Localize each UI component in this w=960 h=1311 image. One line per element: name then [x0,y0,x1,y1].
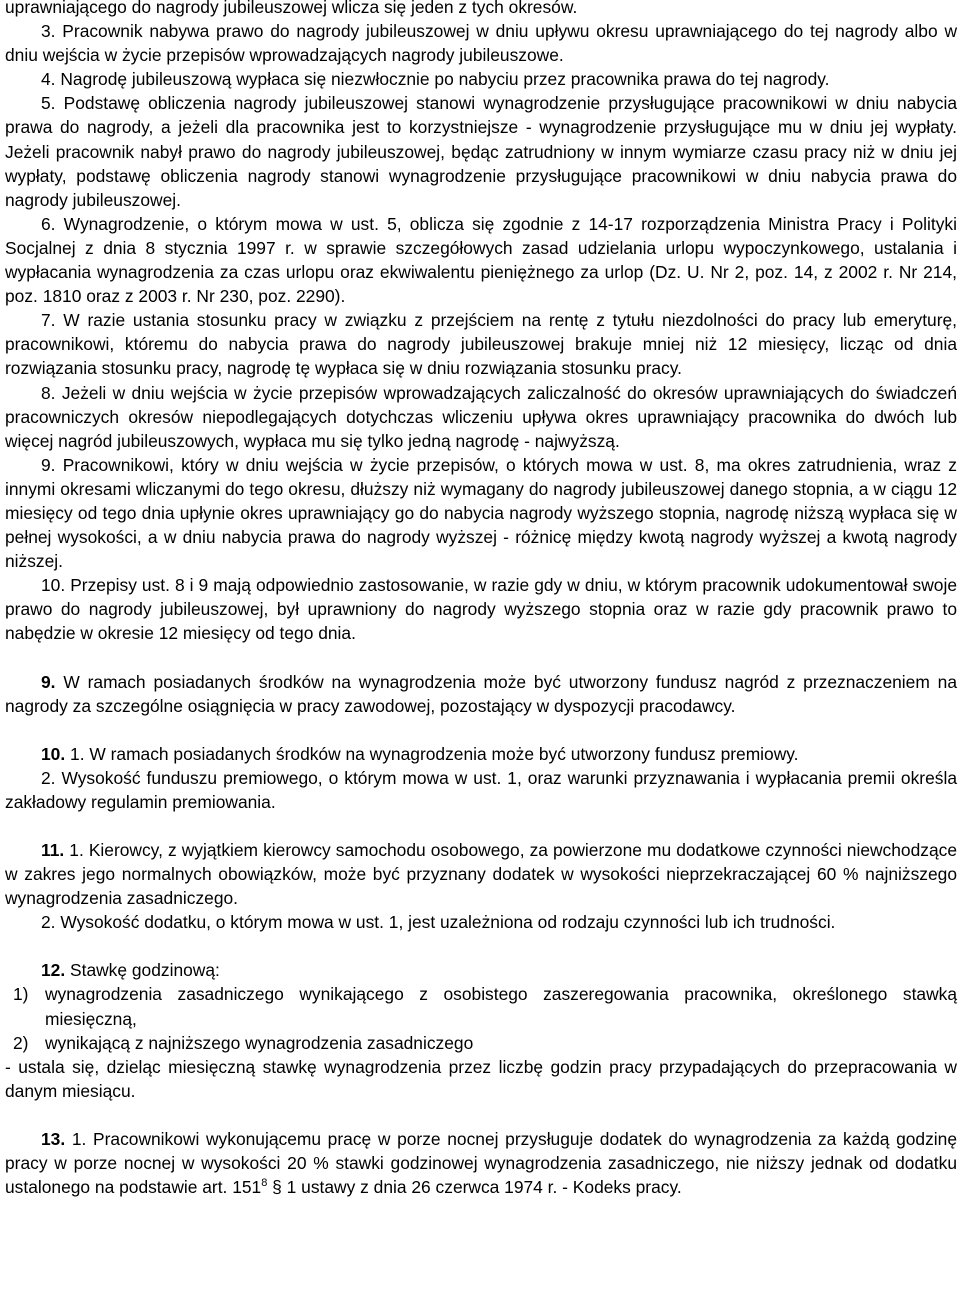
paragraph-8: 8. Jeżeli w dniu wejścia w życie przepisów wprowadzających zaliczalność do okresów uprawniających do świadczeń pracowniczych okresów niepodlegających dotychczas wliczeniu upływa okres uprawniający pracownika do dwóch lub więcej nagród jubileuszowych, wypłaca mu się tylko jedną nagrodę - najwyższą. [5,382,957,451]
paragraph-5: 5. Podstawę obliczenia nagrody jubileuszowej stanowi wynagrodzenie przysługujące pracownikowi w dniu nabycia prawa do nagrody, a jeżeli dla pracownika jest to korzystniejsze - wynagrodzenie przysługujące mu w dniu jej wypłaty. Jeżeli pracownik nabył prawo do nagrody jubileuszowej, będąc zatrudniony w innym wymiarze czasu pracy niż w dniu jej wypłaty, podstawę obliczenia nagrody stanowi wynagrodzenie przysługujące pracownikowi w dniu nabycia prawa do nagrody jubileuszowej. [5,93,957,210]
paragraph-7: 7. W razie ustania stosunku pracy w związku z przejściem na rentę z tytułu niezdolności do pracy lub emeryturę, pracownikowi, któremu do nabycia prawa do nagrody jubileuszowej brakuje mniej niż 12 miesięcy, licząc od dnia rozwiązania stosunku pracy, nagrodę tę wypłaca się w dniu rozwiązania stosunku pracy. [5,310,957,379]
section-12-intro-text: Stawkę godzinową: [65,960,220,981]
section-11-point-1 [5,838,957,910]
section-12-intro [5,958,957,982]
paragraph-4: 4. Nagrodę jubileuszową wypłaca się niezwłocznie po nabyciu przez pracownika prawa do tej nagrody. [41,69,830,90]
section-9 [5,670,957,718]
section-13-point-1 [5,1127,957,1199]
paragraph-9: 9. Pracownikowi, który w dniu wejścia w życie przepisów, o których mowa w ust. 8, ma okres zatrudnienia, wraz z innymi okresami wliczanymi do tego okresu, dłuższy niż wymagany do nagrody jubileuszowej danego stopnia, a w ciągu 12 miesięcy od tego dnia upłynie okres uprawniający go do nabycia nagrody wyższego stopnia, nagrodę niższą wypłaca się w pełnej wysokości, a w dniu nabycia prawa do nagrody wyższej - różnicę między kwotą nagrody wyższej a kwotą nagrody niższej. [5,454,957,572]
section-9-number: 9. [41,671,56,692]
list-item-text: wynikającą z najniższego wynagrodzenia zasadniczego [45,1032,474,1053]
section-12-number: 12. [41,960,66,981]
paragraph-10: 10. Przepisy ust. 8 i 9 mają odpowiednio zastosowanie, w razie gdy w dniu, w którym pracownik udokumentował swoje prawo do nagrody jubileuszowej, był uprawniony do nagrody wyższego stopnia oraz w razie gdy pracownik prawo to nabędzie w okresie 12 miesięcy od tego dnia. [5,575,957,644]
section-10-number: 10. [41,743,66,764]
paragraph-6: 6. Wynagrodzenie, o którym mowa w ust. 5, oblicza się zgodnie z 14-17 rozporządzenia Ministra Pracy i Polityki Socjalnej z dnia 8 stycznia 1997 r. w sprawie szczegółowych zasad udzielania urlopu wypoczynkowego, ustalania i wypłacania wynagrodzenia za czas urlopu oraz ekwiwalentu pieniężnego za urlop (Dz. U. Nr 2, poz. 14, z 2002 r. Nr 214, poz. 1810 oraz z 2003 r. Nr 230, poz. 2290). [5,213,957,307]
section-9-text: W ramach posiadanych środków na wynagrodzenia może być utworzony fundusz nagród z przeznaczeniem na nagrody za szczególne osiągnięcia w pracy zawodowej, pozostający w dyspozycji pracodawcy. [5,671,957,716]
list-item-number: 1) [13,984,29,1005]
section-10-point-1 [5,742,957,766]
list-item [5,982,957,1030]
list-item-number: 2) [13,1032,29,1053]
section-11-point-2: 2. Wysokość dodatku, o którym mowa w ust. 1, jest uzależniona od rodzaju czynności lub ich trudności. [41,912,836,933]
superscript: 8 [261,1177,268,1190]
section-13-text-a: 1. Pracownikowi wykonującemu pracę w porze nocnej przysługuje dodatek do wynagrodzenia za każdą godzinę pracy w porze nocnej w wysokości 20 % stawki godzinowej wynagrodzenia zasadniczego, nie niższy jednak od dodatku ustalonego na podstawie art. 151 [5,1128,957,1198]
paragraph-fragment: uprawniającego do nagrody jubileuszowej wlicza się jeden z tych okresów. [5,0,578,17]
list-item [5,1031,957,1055]
document-body [5,0,957,1199]
section-10-point-2: 2. Wysokość funduszu premiowego, o którym mowa w ust. 1, oraz warunki przyznawania i wypłacania premii określa zakładowy regulamin premiowania. [5,767,957,812]
paragraph-3: 3. Pracownik nabywa prawo do nagrody jubileuszowej w dniu upływu okresu uprawniającego do tej nagrody albo w dniu wejścia w życie przepisów wprowadzających nagrody jubileuszowe. [5,21,957,66]
section-13-text-b: § 1 ustawy z dnia 26 czerwca 1974 r. - Kodeks pracy. [267,1177,682,1198]
section-11-text-1: 1. Kierowcy, z wyjątkiem kierowcy samochodu osobowego, za powierzone mu dodatkowe czynności niewchodzące w zakres jego normalnych obowiązków, może być przyznany dodatek w wysokości nieprzekraczającej 60 % najniższego wynagrodzenia zasadniczego. [5,840,957,909]
section-12-outro: - ustala się, dzieląc miesięczną stawkę wynagrodzenia przez liczbę godzin pracy przypadających do przepracowania w danym miesiącu. [5,1056,957,1101]
section-10-text-1: 1. W ramach posiadanych środków na wynagrodzenia może być utworzony fundusz premiowy. [65,743,799,764]
section-13-number: 13. [41,1128,66,1149]
list-item-text: wynagrodzenia zasadniczego wynikającego z osobistego zaszeregowania pracownika, określonego stawką miesięczną, [45,984,957,1029]
section-11-number: 11. [41,840,65,860]
